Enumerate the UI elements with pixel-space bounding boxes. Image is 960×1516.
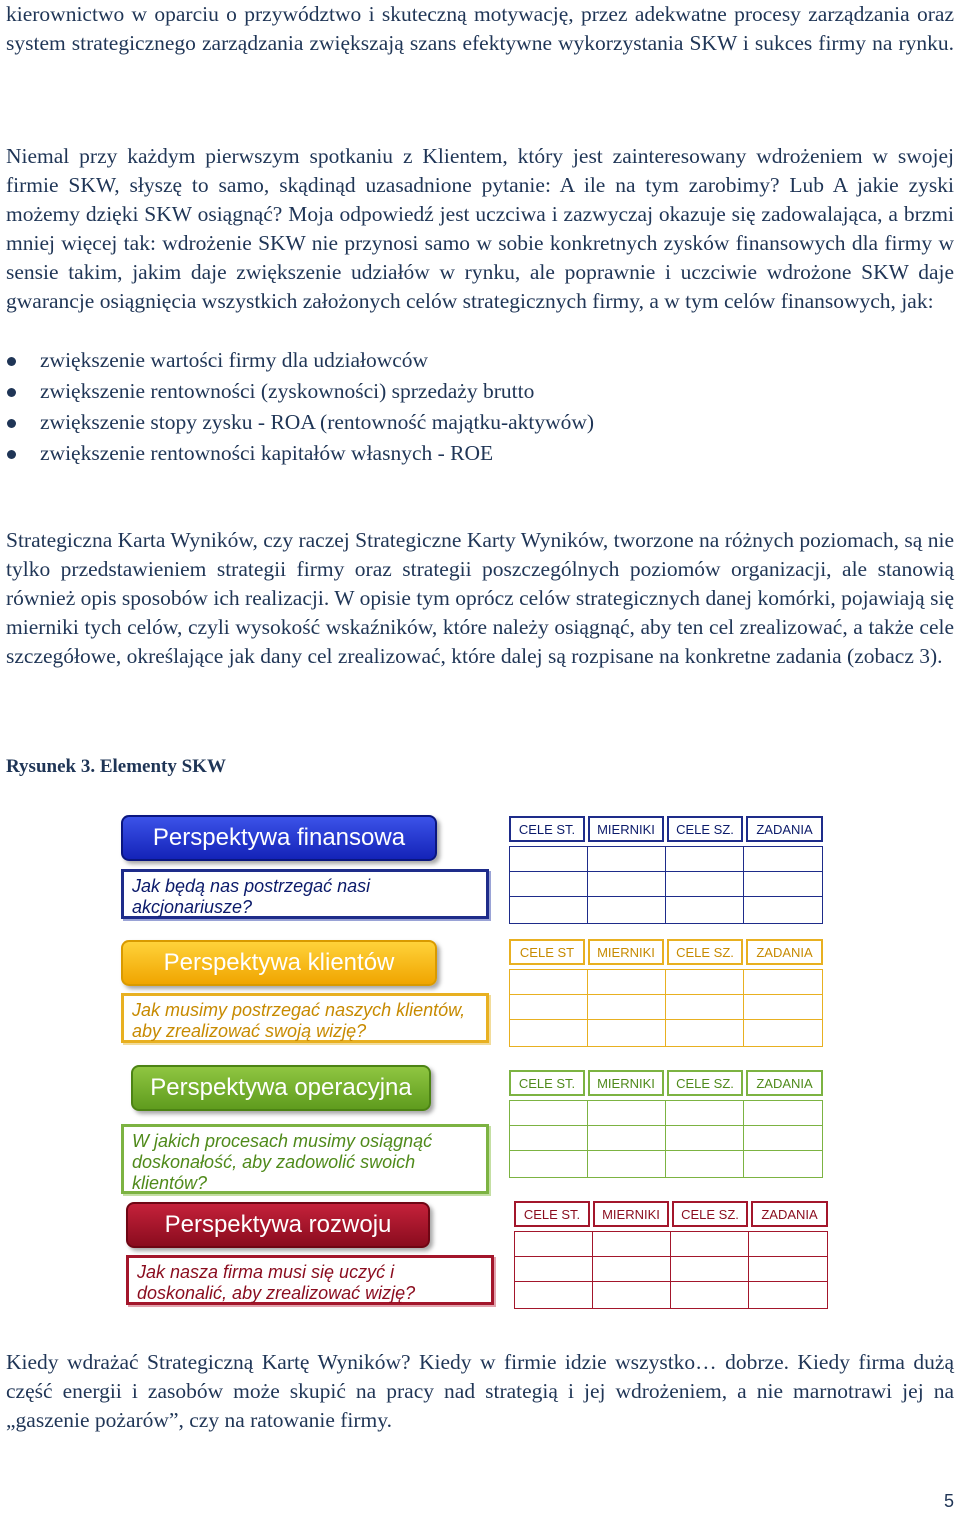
figure-caption: Rysunek 3. Elementy SKW (6, 756, 226, 777)
grid-cell (587, 846, 666, 872)
grid-cell (665, 1150, 744, 1178)
grid-header: CELE ST (509, 939, 585, 965)
grid-cell (665, 871, 744, 897)
perspective-grid-operational (509, 1070, 823, 1180)
grid-cell (665, 846, 744, 872)
grid-cell (509, 994, 588, 1020)
grid-header: CELE SZ. (667, 816, 743, 842)
grid-cell (587, 1150, 666, 1178)
grid-cell (665, 1125, 744, 1151)
perspective-grid-financial (509, 816, 823, 926)
grid-cell (748, 1281, 828, 1309)
grid-cell (665, 994, 744, 1020)
grid-cell (509, 1100, 588, 1126)
grid-cell (514, 1231, 593, 1257)
grid-cell (587, 994, 666, 1020)
bullet-item: zwiększenie rentowności kapitałów własnych - ROE (0, 438, 940, 469)
grid-cell (514, 1256, 593, 1282)
perspective-grid-customers (509, 939, 823, 1049)
grid-header: MIERNIKI (588, 939, 664, 965)
grid-cell (743, 994, 823, 1020)
perspective-question-operational: W jakich procesach musimy osiągnąć doskonałość, aby zadowolić swoich klientów? (121, 1124, 489, 1194)
grid-cell (592, 1256, 671, 1282)
perspective-question-customers: Jak musimy postrzegać naszych klientów, aby zrealizować swoją wizję? (121, 993, 489, 1043)
grid-cell (509, 1150, 588, 1178)
grid-cell (509, 846, 588, 872)
grid-header: ZADANIA (746, 1070, 823, 1096)
bullet-list (0, 345, 940, 469)
grid-header: MIERNIKI (588, 816, 664, 842)
grid-cell (587, 896, 666, 924)
grid-cell (665, 969, 744, 995)
perspective-question-development: Jak nasza firma musi się uczyć i doskonalić, aby zrealizować wizję? (126, 1255, 494, 1305)
grid-cell (670, 1231, 749, 1257)
perspective-grid-development (514, 1201, 828, 1311)
grid-cell (743, 846, 823, 872)
grid-cell (509, 1125, 588, 1151)
paragraph-intro: kierownictwo w oparciu o przywództwo i skuteczną motywację, przez adekwatne procesy zarządzania oraz system strategicznego zarządzania zwiększają szans efektywne wykorzystania SKW i sukces firmy na rynku. (6, 2, 954, 55)
grid-header: CELE ST. (509, 816, 585, 842)
grid-cell (509, 871, 588, 897)
grid-header: MIERNIKI (588, 1070, 664, 1096)
perspective-title-operational: Perspektywa operacyjna (131, 1065, 431, 1111)
grid-cell (509, 969, 588, 995)
grid-header: MIERNIKI (593, 1201, 669, 1227)
grid-cell (743, 1100, 823, 1126)
grid-cell (748, 1256, 828, 1282)
grid-cell (665, 896, 744, 924)
grid-cell (665, 1019, 744, 1047)
perspective-title-financial: Perspektywa finansowa (121, 815, 437, 861)
page-number: 5 (943, 1491, 954, 1511)
perspective-title-development: Perspektywa rozwoju (126, 1202, 430, 1248)
grid-cell (665, 1100, 744, 1126)
grid-cell (509, 896, 588, 924)
grid-cell (592, 1231, 671, 1257)
grid-cell (743, 1125, 823, 1151)
grid-header: CELE ST. (509, 1070, 585, 1096)
grid-header: ZADANIA (746, 816, 823, 842)
grid-cell (587, 1019, 666, 1047)
grid-cell (743, 896, 823, 924)
grid-cell (743, 969, 823, 995)
grid-cell (587, 1125, 666, 1151)
grid-cell (670, 1256, 749, 1282)
grid-cell (592, 1281, 671, 1309)
grid-cell (514, 1281, 593, 1309)
perspective-title-customers: Perspektywa klientów (121, 940, 437, 986)
grid-header: CELE ST. (514, 1201, 590, 1227)
grid-header: CELE SZ. (672, 1201, 748, 1227)
grid-header: ZADANIA (746, 939, 823, 965)
grid-cell (670, 1281, 749, 1309)
paragraph-question: Niemal przy każdym pierwszym spotkaniu z Klientem, który jest zainteresowany wdrożeniem w swojej firmie SKW, słyszę to samo, skądinąd uzasadnione pytanie: A ile na tym zarobimy? Lub A jakie zyski możemy dzięki SKW osiągnąć? Moja odpowiedź jest uczciwa i zazwyczaj okazuje się zadowalająca, a brzmi mniej więcej tak: wdrożenie SKW nie przynosi samo w sobie konkretnych zysków finansowych dla firmy w sensie takim, jakim daje zwiększenie udziałów w rynku, ale poprawnie i uczciwie wdrożone SKW daje gwarancje osiągnięcia wszystkich założonych celów strategicznych firmy, a w tym celów finansowych, jak: (6, 144, 954, 313)
bullet-item: zwiększenie rentowności (zyskowności) sprzedaży brutto (0, 376, 940, 407)
paragraph-when-to-implement: Kiedy wdrażać Strategiczną Kartę Wyników? Kiedy w firmie idzie wszystko… dobrze. Kiedy firma dużą część energii i zasobów może skupić na pracy nad strategią i jej wdrożeniem, a nie marnotrawi jej na „gaszenie pożarów”, czy na ratowanie firmy. (6, 1350, 954, 1432)
bullet-item: zwiększenie stopy zysku - ROA (rentowność majątku-aktywów) (0, 407, 940, 438)
grid-header: CELE SZ. (667, 939, 743, 965)
perspective-question-financial: Jak będą nas postrzegać nasi akcjonariusze? (121, 869, 489, 919)
bullet-item: zwiększenie wartości firmy dla udziałowców (0, 345, 940, 376)
grid-cell (743, 871, 823, 897)
paragraph-skw-description: Strategiczna Karta Wyników, czy raczej Strategiczne Karty Wyników, tworzone na różnych poziomach, są nie tylko przedstawieniem strategii firmy oraz strategii poszczególnych poziomów organizacji, ale stanowią również opis sposobów ich realizacji. W opisie tym oprócz celów strategicznych danej komórki, pojawiają się mierniki tych celów, czyli wysokość wskaźników, które należy osiągnąć, aby ten cel zrealizować, a także cele szczegółowe, określające jak dany cel zrealizować, które dalej są rozpisane na konkretne zadania (zobacz 3). (6, 528, 954, 668)
grid-cell (587, 1100, 666, 1126)
grid-cell (748, 1231, 828, 1257)
grid-cell (743, 1150, 823, 1178)
grid-cell (587, 969, 666, 995)
grid-cell (587, 871, 666, 897)
grid-header: ZADANIA (751, 1201, 828, 1227)
grid-cell (743, 1019, 823, 1047)
grid-cell (509, 1019, 588, 1047)
grid-header: CELE SZ. (667, 1070, 743, 1096)
